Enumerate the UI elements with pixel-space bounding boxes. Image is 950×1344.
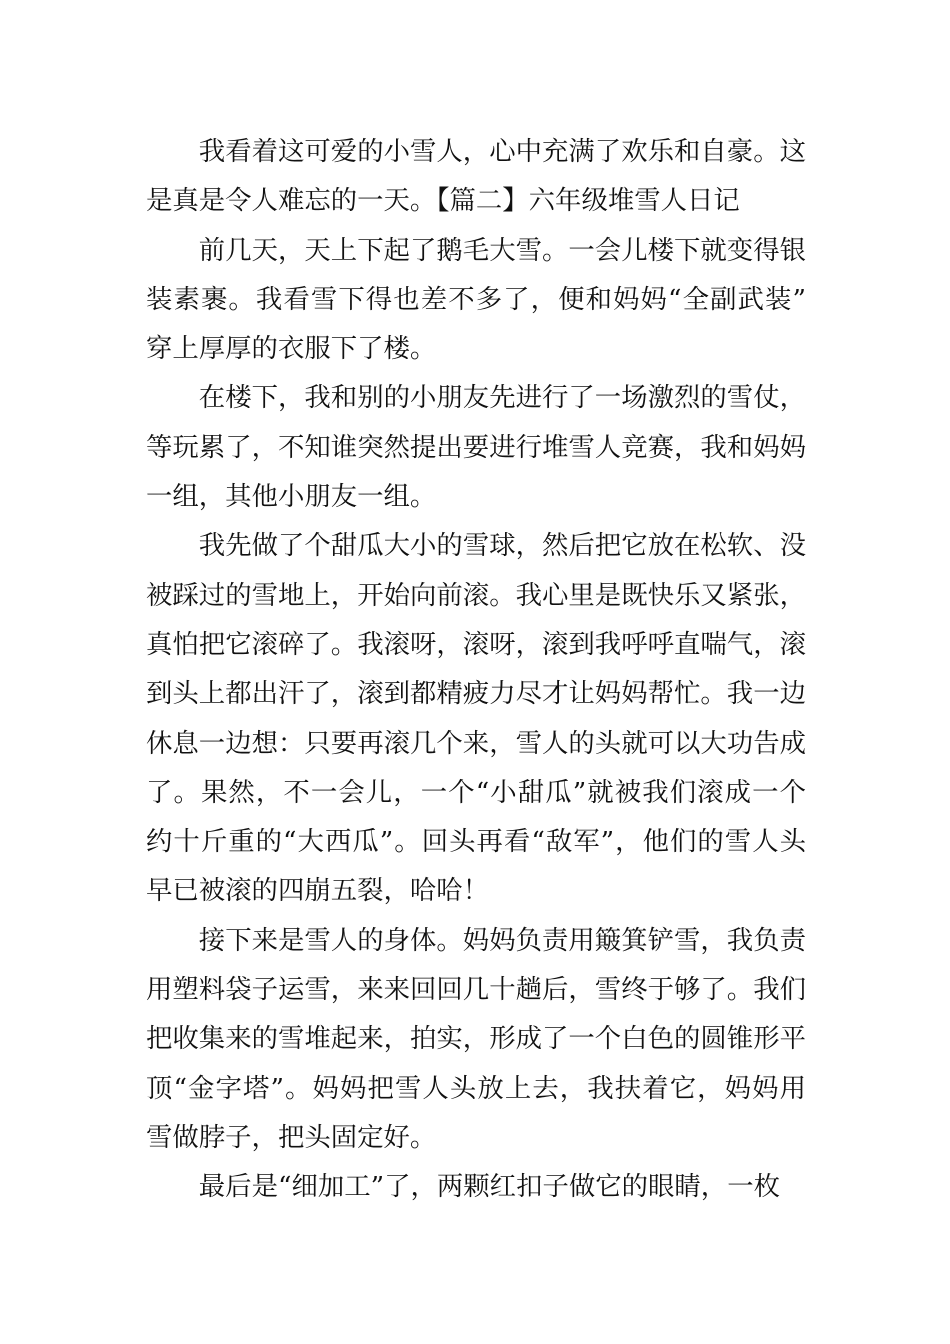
paragraph-4: 我先做了个甜瓜大小的雪球，然后把它放在松软、没被踩过的雪地上，开始向前滚。我心里是既快乐又紧张，真怕把它滚碎了。我滚呀，滚呀，滚到我呼呼直喘气，滚到头上都出汗了，滚到都精疲力尽才让妈妈帮忙。我一边休息一边想：只要再滚几个来，雪人的头就可以大功告成了。果然，不一会儿，一个“小甜瓜”就被我们滚成一个约十斤重的“大西瓜”。回头再看“敌军”，他们的雪人头早已被滚的四崩五裂，哈哈！ xyxy=(146,530,806,907)
paragraph-3: 在楼下，我和别的小朋友先进行了一场激烈的雪仗，等玩累了，不知谁突然提出要进行堆雪人竞赛，我和妈妈一组，其他小朋友一组。 xyxy=(146,382,806,513)
document-body xyxy=(146,127,806,1212)
paragraph-1: 我看着这可爱的小雪人，心中充满了欢乐和自豪。这是真是令人难忘的一天。【篇二】六年级堆雪人日记 xyxy=(146,136,806,217)
paragraph-2: 前几天，天上下起了鹅毛大雪。一会儿楼下就变得银装素裹。我看雪下得也差不多了，便和妈妈“全副武装”穿上厚厚的衣服下了楼。 xyxy=(146,234,806,365)
paragraph-5: 接下来是雪人的身体。妈妈负责用簸箕铲雪，我负责用塑料袋子运雪，来来回回几十趟后，雪终于够了。我们把收集来的雪堆起来，拍实，形成了一个白色的圆锥形平顶“金字塔”。妈妈把雪人头放上去，我扶着它，妈妈用雪做脖子，把头固定好。 xyxy=(146,924,806,1153)
paragraph-6: 最后是“细加工”了，两颗红扣子做它的眼睛，一枚 xyxy=(198,1171,780,1203)
